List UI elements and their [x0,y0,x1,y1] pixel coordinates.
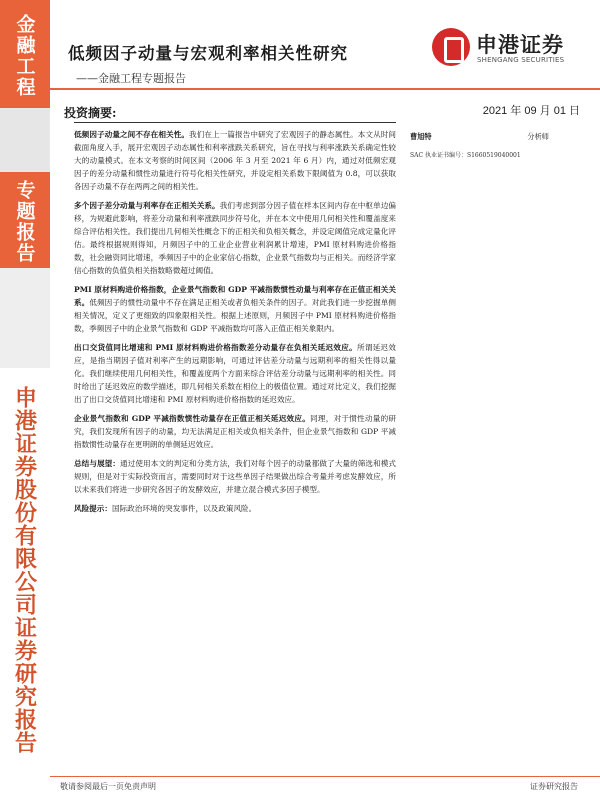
report-subtitle: ——金融工程专题报告 [76,72,186,85]
analyst-name: 曹旭特 [410,132,432,141]
sidebar-gap-block [0,268,50,368]
logo-english-name: SHENGANG SECURITIES [477,56,565,64]
company-logo [432,28,582,70]
report-title: 低频因子动量与宏观利率相关性研究 [68,44,348,63]
header-divider [50,88,600,90]
summary-heading: 投资摘要: [64,106,117,120]
paragraph-lead: 出口交货值同比增速和 PMI 原材料购进价格指数差分动量存在负相关延迟效应。 [74,343,357,352]
sac-label: SAC 执业证书编号： [410,152,467,159]
summary-paragraph [74,412,396,451]
footer-divider [50,776,600,777]
paragraph-body: 我们考虑到部分因子值在样本区间内存在中枢单边偏移，为规避此影响，将差分动量和利率涨跌同步符号化，并在本文中使用几何相关性和覆盖度来综合评估相关性。我们提出几何相关性概念下的正相关和负相关概念，并设定阈值完成定量化评估。最终根据规则得知，月频因子中的工业企业营业利润累计增速，PMI 原材料购进价格指数，社会融资同比增速，季频因子中的企业家信心指数，企业景气指数均与正相关。而经济学家信心指数的负值负相关指数略微超过阈值。 [74,201,396,275]
footer-report-label: 证券研究报告 [530,782,578,791]
sidebar-company-label: 申港证券股份有限公司证券研究报告 [11,386,38,754]
sidebar-middle-block [0,172,50,268]
logo-chinese-name: 申港证券 [476,33,564,57]
summary-paragraph [74,128,396,193]
paragraph-body: 同理，对于惯性动量的研究，我们发现所有因子的动量，均无法满足正相关或负相关条件，但企业景气指数和 GDP 平减指数惯性动量存在更明朗的单侧延迟效应。 [74,414,396,449]
sidebar [0,0,50,800]
analyst-role: 分析师 [527,132,549,141]
summary-paragraph [74,341,396,406]
paragraph-body: 我们在上一篇报告中研究了宏观因子的静态属性。本文从时间截面角度入手，展开宏观因子动态属性和利率涨跌关系研究，旨在寻找与利率涨跌关系确定性较大的动量模式。在本文考察的时间区间（2006 年 3 月至 2021 年 6 月）内，通过对低频宏观因子的差分动量和惯性动量进行符号化相关性研究，并设定相关系数下限阈值为 0.8，可以获取各因子动量不存在两两之间的相关性。 [74,130,397,191]
analyst-sac [410,150,585,159]
paragraph-body: 所谓延迟效应，是指当期因子值对利率产生的远期影响，可通过评估差分动量与远期利率的相关性得以量化。我们继续使用几何相关性，和覆盖度两个方面来综合评估差分动量与远期利率的相关性。同时给出了延迟效应的数学描述，即几何相关系数在相位上的极值位置。通过对比定义，我们挖掘出了出口交货值同比增速和 PMI 原材料购进价格指数的延迟效应。 [74,343,397,404]
sidebar-divider-block [0,108,50,172]
paragraph-body: 国际政治环境的突发事件，以及政策风险。 [111,504,257,513]
sidebar-bottom-block [0,368,50,800]
paragraph-lead: 多个因子差分动量与利率存在正相关关系。 [74,201,220,210]
paragraph-lead: 风险提示： [74,504,112,513]
disclaimer-note: 敬请参阅最后一页免责声明 [60,782,156,791]
analyst-info [410,132,585,159]
summary-body [74,122,396,521]
paragraph-lead: 总结与展望： [74,459,121,468]
paragraph-lead: 企业景气指数和 GDP 平减指数惯性动量存在正值正相关延迟效应。 [74,414,311,423]
sac-number: S1660519040001 [466,152,521,159]
summary-paragraph [74,457,396,496]
logo-mark-icon [432,28,470,66]
analyst-row [410,132,585,142]
paragraph-lead: PMI 原材料购进价格指数，企业景气指数和 GDP 平减指数惯性动量与利率存在正值正相关关系。 [74,285,396,307]
sidebar-category-label: 金融工程 [13,14,36,98]
paragraph-body: 低频因子的惯性动量中不存在满足正相关或者负相关条件的因子。对此我们进一步挖掘单侧相关情况，定义了更细致的四象限相关性。根据上述原则，月频因子中 PMI 原材料购进价格指数，季频因子中的企业景气指数和 GDP 平减指数均可落入正值正相关象限内。 [74,298,397,333]
summary-paragraph [74,199,396,277]
paragraph-lead: 低频因子动量之间不存在相关性。 [74,130,190,139]
summary-paragraph [74,502,396,515]
sidebar-report-type-label: 专题报告 [13,180,36,264]
paragraph-body: 通过使用本文的判定和分类方法，我们对每个因子的动量都做了大量的筛选和模式规则，但是对于实际投资而言，需要同时对于这些单因子结果做出综合考量并考虑发酵效应，所以未来我们将进一步研究各因子的发酵效应，并建立混合模式多因子模型。 [74,459,397,494]
summary-paragraph [74,283,396,335]
report-date: 2021 年 09 月 01 日 [482,105,580,117]
sidebar-top-block [0,0,50,108]
